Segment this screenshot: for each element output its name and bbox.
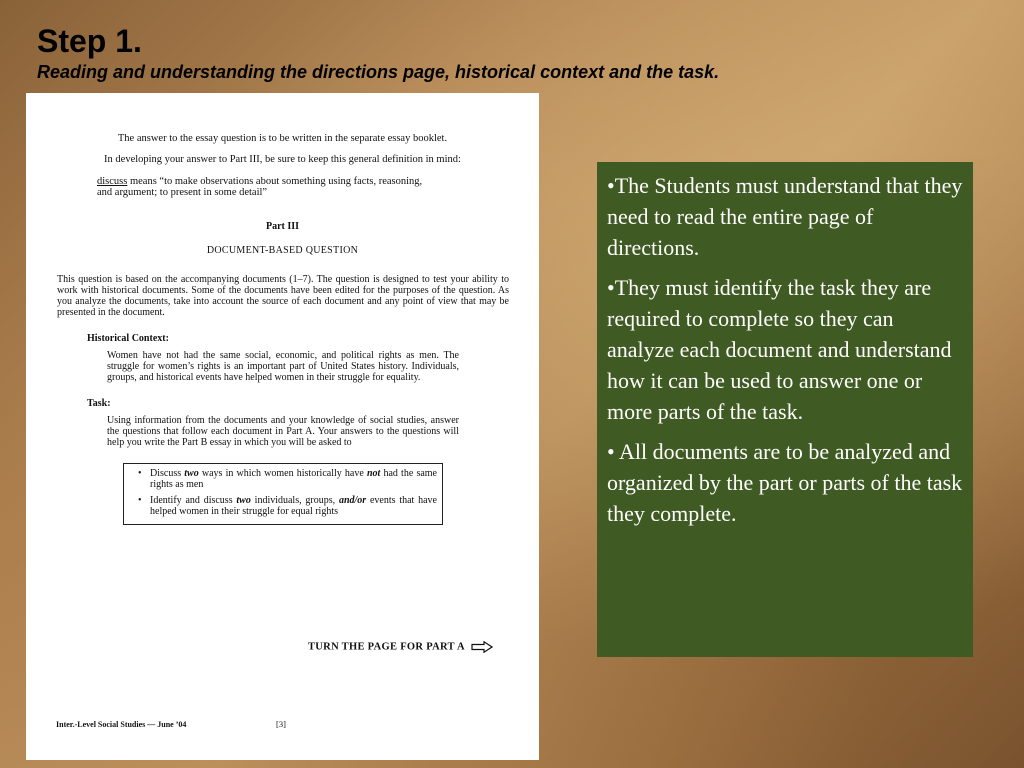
slide-header — [37, 22, 997, 84]
slide-title: Step 1. — [37, 23, 142, 59]
exam-directions-page — [26, 93, 539, 760]
discuss-def-line-1: means “to make observations about something using facts, reasoning, — [127, 176, 423, 187]
doc-definition-lead: In developing your answer to Part III, be sure to keep this general definition in mind: — [104, 154, 461, 165]
discuss-word: discuss — [97, 176, 128, 187]
doc-discuss-definition — [97, 176, 477, 198]
slide-subtitle: Reading and understanding the directions page, historical context and the task. — [37, 62, 720, 82]
historical-context-text: Women have not had the same social, economic, and political rights as men. The struggle for women’s rights is an important part of United States history. Individuals, groups, and historical events have helped women in their struggle for equality. — [107, 350, 459, 383]
notes-panel — [597, 162, 973, 657]
task-text: Using information from the documents and your knowledge of social studies, answer the questions that follow each document in Part A. Your answers to the questions will help you write the Part B essay in which you will be asked to — [107, 415, 459, 448]
notes-bullet: • All documents are to be analyzed and organized by the part or parts of the task they complete. — [607, 439, 963, 526]
doc-question-type: DOCUMENT-BASED QUESTION — [206, 245, 359, 256]
task-bullet: • Discuss two ways in which women historically have not had the same rights as men — [138, 468, 437, 490]
notes-bullet: •The Students must understand that they need to read the entire page of directions. — [607, 173, 963, 260]
doc-intro-line: The answer to the essay question is to be written in the separate essay booklet. — [117, 133, 448, 144]
doc-instructions: This question is based on the accompanying documents (1–7). The question is designed to test your ability to work with historical documents. Some of the documents have been edited for the purposes of the question. As you analyze the documents, take into account the source of each document and any point of view that may be presented in the document. — [57, 274, 509, 318]
turn-page-text: TURN THE PAGE FOR PART A — [308, 641, 465, 653]
right-arrow-icon — [471, 641, 493, 653]
doc-footer-page: [3] — [276, 719, 286, 729]
task-bullets-box — [123, 463, 443, 525]
historical-context-heading: Historical Context: — [87, 333, 169, 344]
turn-page-notice — [308, 641, 493, 653]
task-heading: Task: — [87, 398, 111, 409]
discuss-def-line-2: and argument; to present in some detail” — [97, 187, 268, 198]
doc-footer-exam: Inter.-Level Social Studies — June ’04 — [56, 720, 187, 729]
doc-part-label: Part III — [265, 221, 300, 232]
notes-bullet: •They must identify the task they are required to complete so they can analyze each document and understand how it can be used to answer one or more parts of the task. — [607, 275, 952, 424]
task-bullet: • Identify and discuss two individuals, groups, and/or events that have helped women in their struggle for equal rights — [138, 495, 437, 517]
